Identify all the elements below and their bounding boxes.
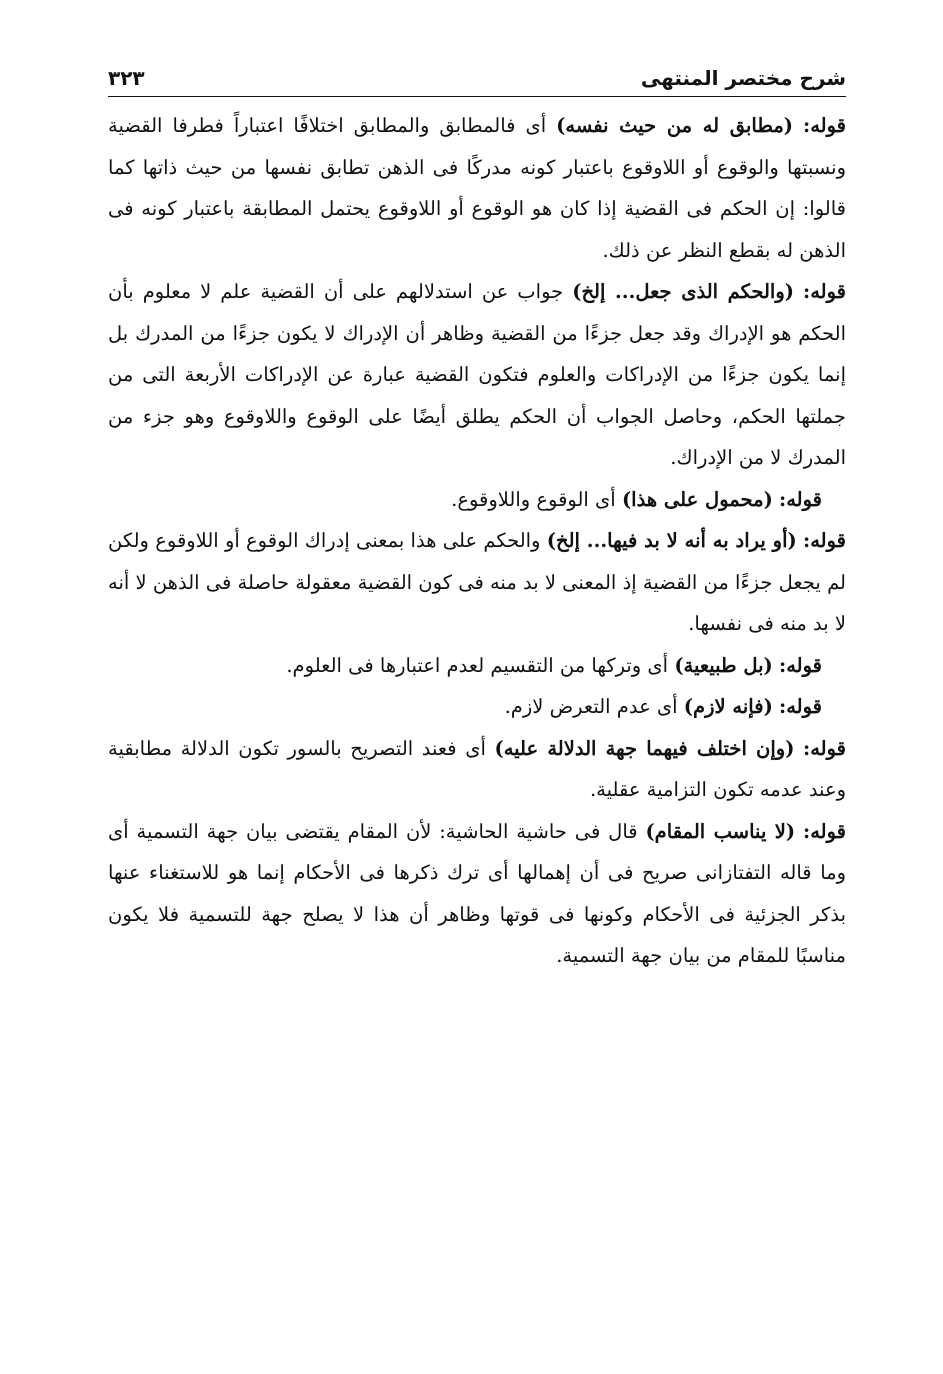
header-title: شرح مختصر المنتهى xyxy=(640,66,846,90)
paragraph-lead: قوله: xyxy=(803,736,847,760)
paragraph-lead: قوله: xyxy=(803,819,847,843)
paragraph-quote: (مطابق له من حيث نفسه) xyxy=(556,114,793,137)
document-page xyxy=(108,58,846,977)
paragraph-text: جواب عن استدلالهم على أن القضية علم لا معلوم بأن الحكم هو الإدراك وقد جعل جزءًا من القضية وظاهر أن الإدراك لا يكون جزءًا من المدرك بل إنما يكون جزءًا من الإدراكات والعلوم فتكون القضية عبارة عن الإدراكات الأربعة التى من جملتها الحكم، وحاصل الجواب أن الحكم يطلق أيضًا على الوقوع واللاوقوع وهو جزء من المدرك لا من الإدراك. xyxy=(108,280,846,469)
paragraph-quote: (أو يراد به أنه لا بد فيها... إلخ) xyxy=(546,529,797,552)
paragraph xyxy=(108,479,846,521)
paragraph-text: أى فالمطابق والمطابق اختلافًا اعتباراً فطرفا القضية ونسبتها والوقوع أو اللاوقوع باعتبار كونه مدركًا فى الذهن تطابق نفسها من حيث ذاتها كما قالوا: إن الحكم فى القضية إذا كان هو الوقوع أو اللاوقوع يحتمل المطابقة باعتبار كونه فى الذهن له بقطع النظر عن ذلك. xyxy=(108,114,846,262)
paragraph-text: أى وتركها من التقسيم لعدم اعتبارها فى العلوم. xyxy=(286,653,669,677)
paragraph-text: أى فعند التصريح بالسور تكون الدلالة مطابقية وعند عدمه تكون التزامية عقلية. xyxy=(108,736,846,801)
running-header xyxy=(108,58,846,97)
paragraph-lead: قوله: xyxy=(779,695,822,718)
paragraph xyxy=(108,645,846,687)
paragraph-quote: (وإن اختلف فيهما جهة الدلالة عليه) xyxy=(494,736,795,760)
paragraph-lead: قوله: xyxy=(779,487,822,511)
paragraph-text: قال فى حاشية الحاشية: لأن المقام يقتضى بيان جهة التسمية أى وما قاله التفتازانى صريح فى أن إهمالها أى ترك ذكرها فى الأحكام إنما هو للاستغناء عنها بذكر الجزئية فى الأحكام وكونها فى قوتها وظاهر أن هذا لا يصلح جهة للتسمية فلا يكون مناسبًا للمقام من بيان جهة التسمية. xyxy=(108,819,846,967)
paragraph-text: أى الوقوع واللاوقوع. xyxy=(451,487,616,511)
paragraph-quote: (لا يناسب المقام) xyxy=(645,819,796,843)
body-text xyxy=(108,105,846,977)
paragraph xyxy=(108,520,846,645)
paragraph xyxy=(108,271,846,479)
paragraph-text: أى عدم التعرض لازم. xyxy=(504,695,678,718)
paragraph xyxy=(108,728,846,811)
paragraph-quote: (محمول على هذا) xyxy=(621,487,773,511)
paragraph-quote: (بل طبيعية) xyxy=(674,653,773,677)
paragraph-lead: قوله: xyxy=(803,114,847,137)
paragraph-lead: قوله: xyxy=(803,529,846,552)
paragraph-quote: (والحكم الذى جعل... إلخ) xyxy=(572,280,794,303)
paragraph-lead: قوله: xyxy=(779,653,822,677)
paragraph-text: والحكم على هذا بمعنى إدراك الوقوع أو اللاوقوع ولكن لم يجعل جزءًا من القضية إذ المعنى لا بد منه فى كون القضية معقولة حاصلة فى الذهن لا أنه لا بد منه فى نفسها. xyxy=(108,529,846,635)
paragraph-quote: (فإنه لازم) xyxy=(683,695,773,718)
paragraph xyxy=(108,811,846,977)
page-number: ٣٢٣ xyxy=(108,66,145,90)
paragraph-lead: قوله: xyxy=(803,280,846,303)
paragraph xyxy=(108,105,846,271)
paragraph xyxy=(108,686,846,728)
